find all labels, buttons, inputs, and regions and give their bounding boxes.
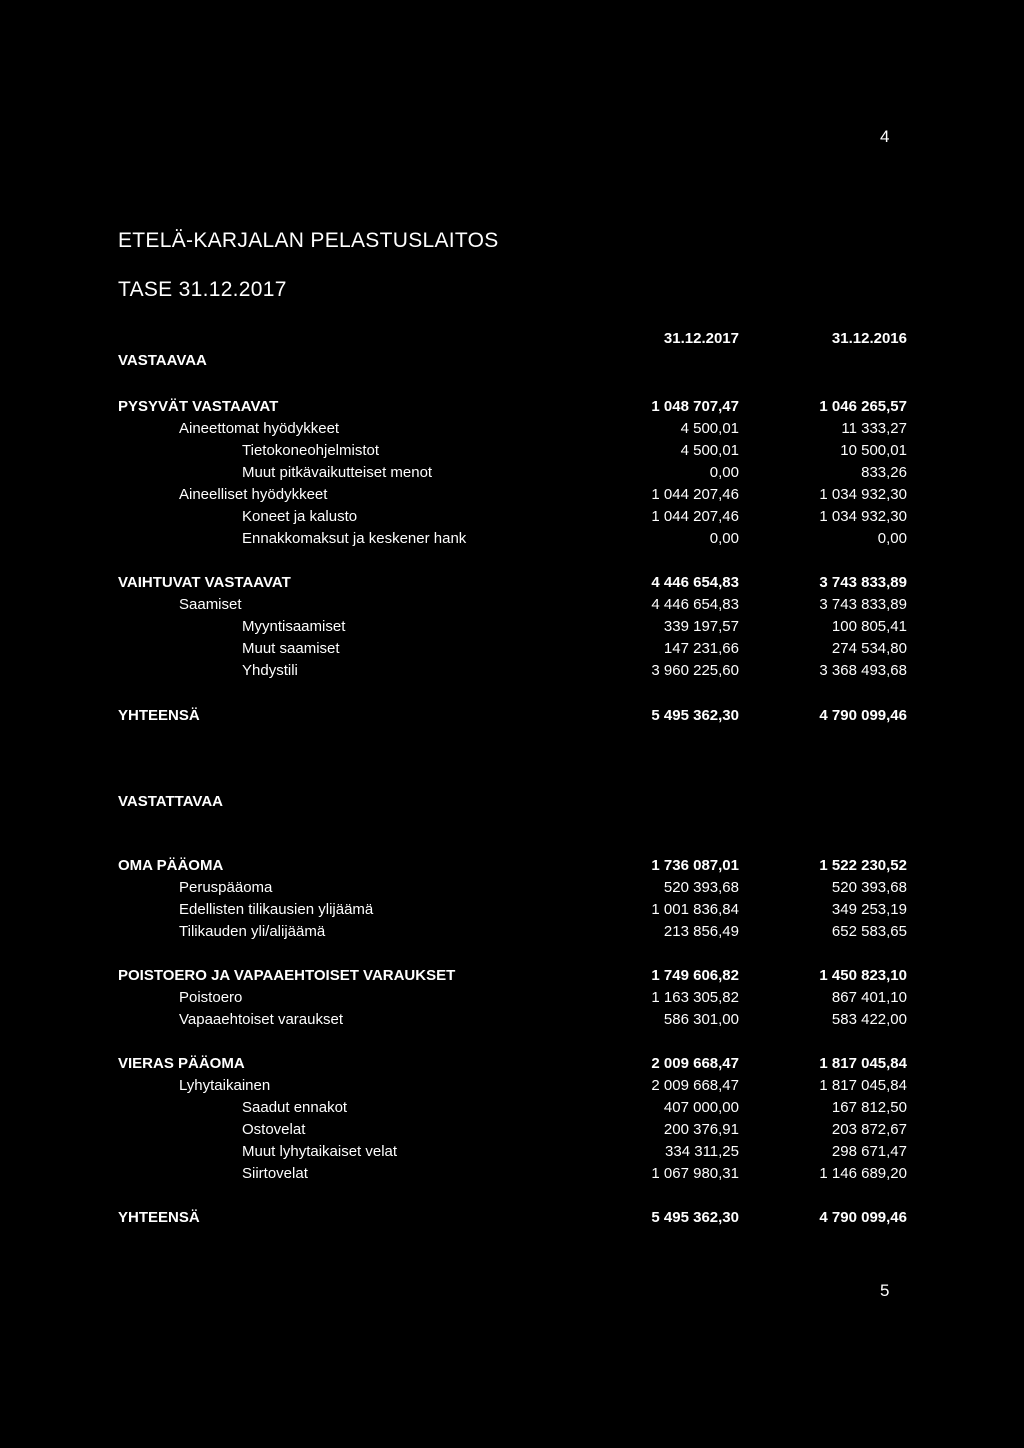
value-2016: 1 146 689,20 (819, 1165, 907, 1182)
value-2017: 407 000,00 (663, 1099, 739, 1116)
document-title: TASE 31.12.2017 (118, 278, 287, 301)
column-header-2017: 31.12.2017 (663, 330, 739, 347)
row-label: OMA PÄÄOMA (118, 857, 224, 874)
balance-row (0, 397, 1024, 417)
balance-row (0, 529, 1024, 549)
value-2016: 274 534,80 (831, 640, 907, 657)
row-label: Lyhytaikainen (179, 1077, 271, 1094)
value-2017: 339 197,57 (663, 618, 739, 635)
value-2017: 0,00 (709, 530, 739, 547)
value-2016: 3 743 833,89 (819, 596, 907, 613)
row-label: Tietokoneohjelmistot (242, 442, 380, 459)
column-header-2016: 31.12.2016 (831, 330, 907, 347)
balance-row (0, 441, 1024, 461)
row-label: Myyntisaamiset (242, 618, 346, 635)
value-2016: 1 817 045,84 (819, 1077, 907, 1094)
value-2016: 652 583,65 (831, 923, 907, 940)
value-2016: 349 253,19 (831, 901, 907, 918)
value-2016: 3 743 833,89 (819, 574, 907, 591)
value-2017: 200 376,91 (663, 1121, 739, 1138)
row-label: PYSYVÄT VASTAAVAT (118, 398, 279, 415)
balance-row (0, 966, 1024, 986)
value-2016: 4 790 099,46 (819, 707, 907, 724)
value-2016: 833,26 (861, 464, 907, 481)
row-label: Vapaaehtoiset varaukset (179, 1011, 343, 1028)
balance-row (0, 988, 1024, 1008)
value-2016: 1 046 265,57 (819, 398, 907, 415)
page-number-bottom: 5 (880, 1281, 890, 1300)
value-2017: 1 749 606,82 (651, 967, 739, 984)
value-2017: 213 856,49 (663, 923, 739, 940)
balance-row (0, 661, 1024, 681)
value-2017: 334 311,25 (665, 1143, 739, 1160)
value-2017: 5 495 362,30 (651, 1209, 739, 1226)
balance-row (0, 573, 1024, 593)
value-2017: 4 500,01 (680, 420, 739, 437)
balance-row (0, 639, 1024, 659)
row-label: VIERAS PÄÄOMA (118, 1055, 245, 1072)
row-label: Yhdystili (242, 662, 298, 679)
balance-row (0, 1098, 1024, 1118)
row-label: Peruspääoma (179, 879, 273, 896)
value-2017: 1 736 087,01 (651, 857, 739, 874)
value-2016: 583 422,00 (831, 1011, 907, 1028)
value-2016: 520 393,68 (831, 879, 907, 896)
value-2017: 2 009 668,47 (651, 1077, 739, 1094)
value-2017: 0,00 (709, 464, 739, 481)
balance-row (0, 463, 1024, 483)
liabilities-heading: VASTATTAVAA (118, 793, 223, 810)
balance-row (0, 419, 1024, 439)
value-2016: 1 034 932,30 (819, 508, 907, 525)
page-number-top: 4 (880, 127, 890, 146)
organization-name: ETELÄ-KARJALAN PELASTUSLAITOS (118, 229, 499, 252)
value-2017: 1 048 707,47 (651, 398, 739, 415)
row-label: Edellisten tilikausien ylijäämä (179, 901, 374, 918)
value-2017: 1 067 980,31 (651, 1165, 739, 1182)
value-2017: 5 495 362,30 (651, 707, 739, 724)
balance-row (0, 1142, 1024, 1162)
balance-row (0, 485, 1024, 505)
row-label: YHTEENSÄ (118, 707, 200, 724)
value-2016: 10 500,01 (840, 442, 907, 459)
value-2016: 298 671,47 (831, 1143, 907, 1160)
balance-row (0, 595, 1024, 615)
row-label: Muut pitkävaikutteiset menot (242, 464, 433, 481)
row-label: VAIHTUVAT VASTAAVAT (118, 574, 291, 591)
row-label: Saamiset (179, 596, 242, 613)
balance-row (0, 1010, 1024, 1030)
value-2016: 1 450 823,10 (819, 967, 907, 984)
balance-row (0, 922, 1024, 942)
balance-row (0, 1164, 1024, 1184)
row-label: YHTEENSÄ (118, 1209, 200, 1226)
assets-heading: VASTAAVAA (118, 352, 207, 369)
balance-row (0, 1076, 1024, 1096)
balance-row (0, 900, 1024, 920)
value-2016: 100 805,41 (831, 618, 907, 635)
value-2017: 520 393,68 (663, 879, 739, 896)
value-2016: 1 817 045,84 (819, 1055, 907, 1072)
row-label: Poistoero (179, 989, 243, 1006)
balance-row (0, 507, 1024, 527)
value-2017: 1 044 207,46 (651, 508, 739, 525)
value-2017: 147 231,66 (663, 640, 739, 657)
value-2016: 167 812,50 (831, 1099, 907, 1116)
row-label: Aineelliset hyödykkeet (179, 486, 328, 503)
value-2016: 203 872,67 (831, 1121, 907, 1138)
value-2016: 867 401,10 (831, 989, 907, 1006)
row-label: Siirtovelat (242, 1165, 308, 1182)
value-2017: 1 044 207,46 (651, 486, 739, 503)
value-2017: 586 301,00 (663, 1011, 739, 1028)
row-label: Ostovelat (242, 1121, 306, 1138)
row-label: Aineettomat hyödykkeet (179, 420, 340, 437)
value-2016: 1 522 230,52 (819, 857, 907, 874)
row-label: Ennakkomaksut ja keskener hank (242, 530, 467, 547)
value-2017: 3 960 225,60 (651, 662, 739, 679)
value-2017: 4 500,01 (680, 442, 739, 459)
assets-total-row (0, 706, 1024, 726)
value-2016: 4 790 099,46 (819, 1209, 907, 1226)
balance-row (0, 1120, 1024, 1140)
row-label: Tilikauden yli/alijäämä (179, 923, 326, 940)
value-2017: 1 163 305,82 (651, 989, 739, 1006)
liabilities-total-row (0, 1208, 1024, 1228)
row-label: Koneet ja kalusto (242, 508, 358, 525)
row-label: Muut saamiset (242, 640, 340, 657)
value-2017: 2 009 668,47 (651, 1055, 739, 1072)
balance-row (0, 1054, 1024, 1074)
balance-row (0, 878, 1024, 898)
value-2016: 11 333,27 (841, 420, 907, 437)
value-2017: 4 446 654,83 (651, 596, 739, 613)
row-label: Muut lyhytaikaiset velat (242, 1143, 398, 1160)
balance-row (0, 617, 1024, 637)
balance-row (0, 856, 1024, 876)
value-2017: 1 001 836,84 (651, 901, 739, 918)
value-2016: 0,00 (877, 530, 907, 547)
row-label: POISTOERO JA VAPAAEHTOISET VARAUKSET (118, 967, 456, 984)
value-2017: 4 446 654,83 (651, 574, 739, 591)
value-2016: 3 368 493,68 (819, 662, 907, 679)
value-2016: 1 034 932,30 (819, 486, 907, 503)
row-label: Saadut ennakot (242, 1099, 348, 1116)
